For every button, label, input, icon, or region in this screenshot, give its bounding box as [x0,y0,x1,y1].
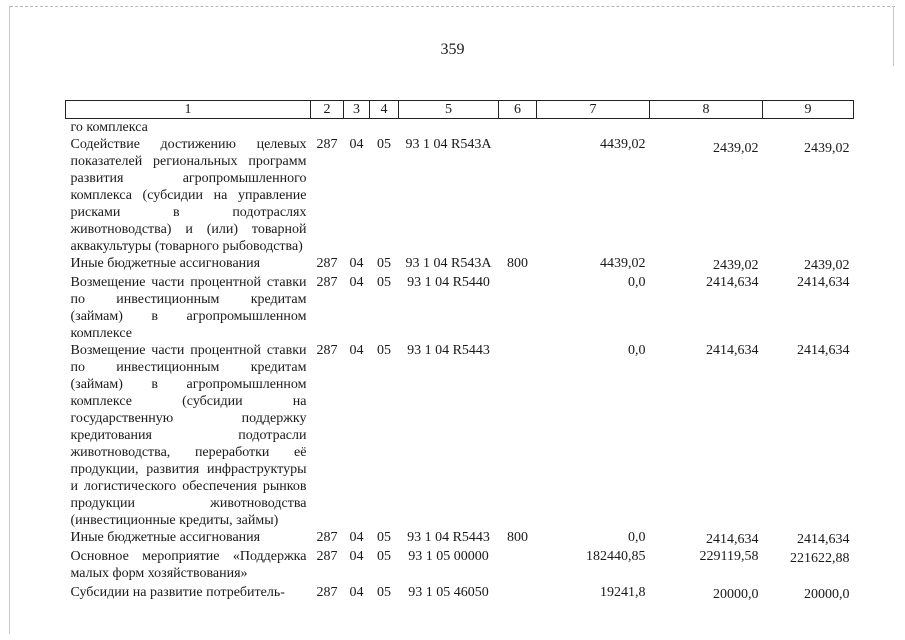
cell-code-2: 287 [316,549,338,564]
cell-code-3: 04 [349,530,364,545]
cell-code-3: 04 [349,343,364,358]
row-name: Субсидии на развитие потребитель- [70,585,285,600]
cell-code-6: 800 [507,256,528,271]
cell-code-6: 800 [507,530,528,545]
column-header: 2 [311,101,344,119]
cell-code-2: 287 [316,137,338,152]
cell-code-3: 04 [349,275,364,290]
cell-code-4 [370,119,399,137]
table-row [66,548,854,582]
row-name: Основное мероприятие «Поддержка малых форм хозяйствования» [70,549,307,581]
column-header: 3 [344,101,370,119]
row-name: Иные бюджетные ассигнования [70,530,261,545]
cell-code-4: 05 [377,256,391,271]
cell-code-3: 04 [349,256,364,271]
cell-value-8: 2439,02 [713,141,759,156]
cell-code-4: 05 [377,275,391,290]
top-border-line [10,6,895,7]
cell-value-9: 221622,88 [790,551,850,566]
cell-code-5: 93 1 05 46050 [408,585,489,600]
table-row [66,136,854,255]
column-header: 7 [537,101,650,119]
page-number: 359 [440,41,465,58]
row-name: го комплекса [70,120,148,135]
table-row [66,274,854,342]
cell-value-9: 2414,634 [797,343,850,358]
cell-value-8: 2414,634 [706,532,759,547]
row-name: Содействие достижению целевых показателей региональных программ развития агропромышленного комплекса (субсидии на управление рисками в подотраслях животноводства) и (или) товарной аквакультуры (товарного рыбоводства) [70,137,307,254]
cell-value-9 [763,119,854,137]
table-row [66,342,854,529]
column-header: 9 [763,101,854,119]
cell-code-2: 287 [316,585,338,600]
cell-code-2: 287 [316,256,338,271]
cell-code-2: 287 [316,530,338,545]
cell-code-4: 05 [377,343,391,358]
left-border-line [9,6,10,634]
cell-value-9: 2414,634 [797,275,850,290]
cell-value-7: 4439,02 [600,256,646,271]
cell-code-5: 93 1 04 R543A [405,256,492,271]
cell-code-6 [499,119,537,137]
row-name: Возмещение части процентной ставки по инвестиционным кредитам (займам) в агропромышленном комплексе (субсидии на государственную поддержку кредитования подотрасли животноводства, переработки её продукции, развития инфраструктуры и логистического обеспечения рынков продукции животноводства (инвестиционные кредиты, займы) [70,343,307,528]
cell-code-3: 04 [349,137,364,152]
cell-code-2: 287 [316,343,338,358]
cell-value-7 [537,119,650,137]
cell-code-3 [344,119,370,137]
column-header: 1 [66,101,311,119]
table-row [66,119,854,137]
cell-value-8: 20000,0 [713,587,759,602]
cell-code-5: 93 1 05 00000 [408,549,489,564]
cell-value-7: 19241,8 [600,585,646,600]
cell-value-9: 20000,0 [804,587,850,602]
cell-code-6 [499,548,537,582]
cell-code-5 [399,119,499,137]
row-name: Иные бюджетные ассигнования [70,256,261,271]
cell-value-9: 2439,02 [804,141,850,156]
cell-code-3: 04 [349,585,364,600]
cell-value-7: 0,0 [628,530,646,545]
cell-code-6 [499,342,537,529]
cell-code-3: 04 [349,549,364,564]
cell-value-7: 0,0 [628,275,646,290]
cell-code-4: 05 [377,549,391,564]
table-header-row [66,101,854,119]
table-row [66,255,854,274]
budget-table [65,100,854,603]
cell-value-8: 2414,634 [706,275,759,290]
cell-code-4: 05 [377,137,391,152]
column-header: 6 [499,101,537,119]
cell-value-7: 182440,85 [586,549,646,564]
column-header: 4 [370,101,399,119]
cell-code-6 [499,582,537,603]
column-header: 5 [399,101,499,119]
cell-value-8: 2439,02 [713,258,759,273]
cell-code-4: 05 [377,585,391,600]
cell-value-7: 0,0 [628,343,646,358]
cell-value-8: 229119,58 [699,549,759,564]
row-name: Возмещение части процентной ставки по инвестиционным кредитам (займам) в агропромышленном комплексе [70,275,307,341]
table-row [66,582,854,603]
cell-code-4: 05 [377,530,391,545]
cell-code-5: 93 1 04 R543A [405,137,492,152]
cell-code-2: 287 [316,275,338,290]
cell-value-7: 4439,02 [600,137,646,152]
table-row [66,529,854,548]
cell-value-8 [650,119,763,137]
cell-code-6 [499,136,537,255]
cell-value-9: 2439,02 [804,258,850,273]
cell-code-6 [499,274,537,342]
column-header: 8 [650,101,763,119]
cell-value-8: 2414,634 [706,343,759,358]
cell-code-2 [311,119,344,137]
cell-code-5: 93 1 04 R5440 [407,275,490,290]
cell-code-5: 93 1 04 R5443 [407,343,490,358]
cell-code-5: 93 1 04 R5443 [407,530,490,545]
cell-value-9: 2414,634 [797,532,850,547]
